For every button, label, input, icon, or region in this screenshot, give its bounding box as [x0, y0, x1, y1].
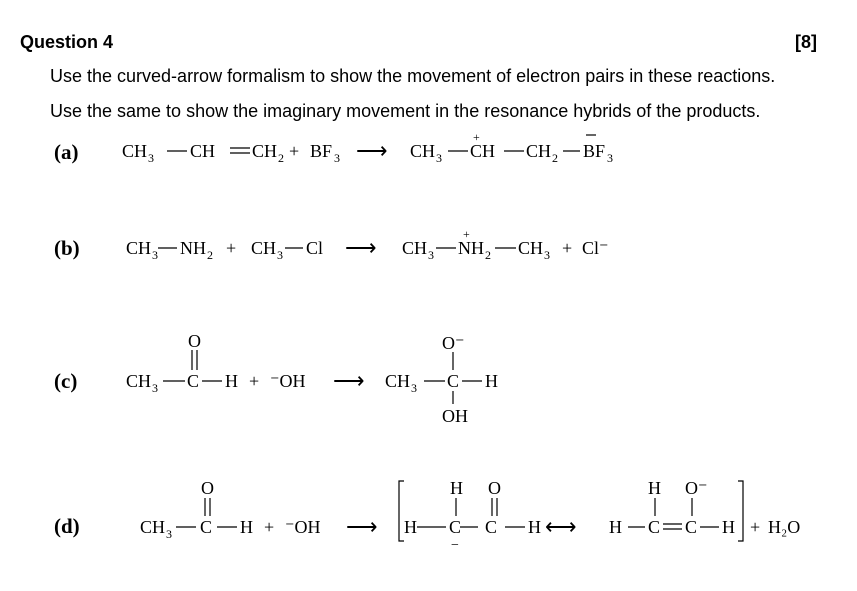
- b-ch3: CH: [126, 238, 152, 258]
- d-r2-h-top: H: [648, 478, 661, 498]
- d-r2-h-left: H: [609, 517, 622, 537]
- b-p-plus-charge: +: [463, 227, 470, 241]
- d-r2-carbon-2: C: [685, 517, 698, 537]
- a-ch2-sub: 2: [278, 151, 284, 165]
- part-b-label: (b): [54, 236, 80, 260]
- b-nh2: NH: [180, 238, 206, 258]
- a-p-bf3-sub: 3: [607, 151, 613, 165]
- d-r1-h-right: H: [528, 517, 541, 537]
- d-r1-minus-charge: −: [451, 538, 459, 553]
- d-hydrogen: H: [240, 517, 253, 537]
- a-bf3: BF: [310, 141, 333, 161]
- c-oxygen: O: [188, 331, 201, 351]
- part-d-label: (d): [54, 514, 80, 538]
- a-p-bf3: BF: [583, 141, 606, 161]
- b-p-ch3: CH: [402, 238, 428, 258]
- d-r1-h-top: H: [450, 478, 463, 498]
- a-ch3: CH: [122, 141, 148, 161]
- b-ch3-b-sub: 3: [277, 248, 283, 262]
- a-p-ch3: CH: [410, 141, 436, 161]
- b-p-plus: +: [562, 238, 573, 258]
- b-p-ch3-sub: 3: [428, 248, 434, 262]
- a-p-ch2: CH: [526, 141, 552, 161]
- part-a-label: (a): [54, 140, 79, 164]
- a-ch3-sub: 3: [148, 151, 154, 165]
- d-r2-h-right: H: [722, 517, 735, 537]
- a-plus: +: [289, 141, 300, 161]
- c-p-ch3-sub: 3: [411, 381, 417, 395]
- c-hydroxide: ⁻OH: [270, 371, 306, 391]
- b-p-nh2: NH: [458, 238, 484, 258]
- d-oxygen: O: [201, 478, 214, 498]
- b-ch3-b: CH: [251, 238, 277, 258]
- question-title: Question 4: [20, 32, 114, 52]
- a-reaction-arrow: ⟶: [356, 138, 388, 163]
- c-carbon: C: [187, 371, 200, 391]
- c-p-hydrogen: H: [485, 371, 498, 391]
- a-p-plus-charge: +: [473, 130, 480, 144]
- a-ch: CH: [190, 141, 216, 161]
- c-ch3: CH: [126, 371, 152, 391]
- c-p-carbon: C: [447, 371, 460, 391]
- d-r1-oxygen: O: [488, 478, 501, 498]
- c-p-hydroxyl: OH: [442, 406, 468, 426]
- question-marks: [8]: [795, 32, 817, 52]
- b-p-nh2-sub: 2: [485, 248, 491, 262]
- d-reaction-arrow: ⟶: [346, 514, 378, 539]
- a-bf3-sub: 3: [334, 151, 340, 165]
- d-r1-carbonyl-carbon: C: [485, 517, 498, 537]
- d-plus-2: +: [750, 517, 761, 537]
- d-ch3-sub: 3: [166, 527, 172, 541]
- c-p-o-minus: O⁻: [442, 333, 465, 353]
- b-p-ch3-b-sub: 3: [544, 248, 550, 262]
- c-ch3-sub: 3: [152, 381, 158, 395]
- b-ch3-sub: 3: [152, 248, 158, 262]
- part-c-label: (c): [54, 369, 78, 393]
- c-plus: +: [249, 371, 260, 391]
- d-hydroxide: ⁻OH: [285, 517, 321, 537]
- d-water: H₂O: [768, 517, 801, 537]
- d-r1-carbanion: C: [449, 517, 462, 537]
- instruction-line-2: Use the same to show the imaginary movement in the resonance hybrids of the products.: [50, 101, 761, 121]
- a-p-ch: CH: [470, 141, 496, 161]
- b-p-ch3-b: CH: [518, 238, 544, 258]
- c-p-ch3: CH: [385, 371, 411, 391]
- d-ch3: CH: [140, 517, 166, 537]
- a-ch2: CH: [252, 141, 278, 161]
- b-plus: +: [226, 238, 237, 258]
- c-hydrogen: H: [225, 371, 238, 391]
- d-r2-o-minus: O⁻: [685, 478, 708, 498]
- d-resonance-arrow: ⟷: [545, 514, 577, 539]
- b-reaction-arrow: ⟶: [345, 235, 377, 260]
- d-r2-carbon-1: C: [648, 517, 661, 537]
- b-nh2-sub: 2: [207, 248, 213, 262]
- b-p-cl-minus: Cl⁻: [582, 238, 609, 258]
- d-r1-h-left: H: [404, 517, 417, 537]
- b-cl: Cl: [306, 238, 324, 258]
- d-plus: +: [264, 517, 275, 537]
- instruction-line-1: Use the curved-arrow formalism to show the movement of electron pairs in these reactions.: [50, 66, 776, 86]
- d-carbon: C: [200, 517, 213, 537]
- a-p-ch2-sub: 2: [552, 151, 558, 165]
- c-reaction-arrow: ⟶: [333, 368, 365, 393]
- a-p-ch3-sub: 3: [436, 151, 442, 165]
